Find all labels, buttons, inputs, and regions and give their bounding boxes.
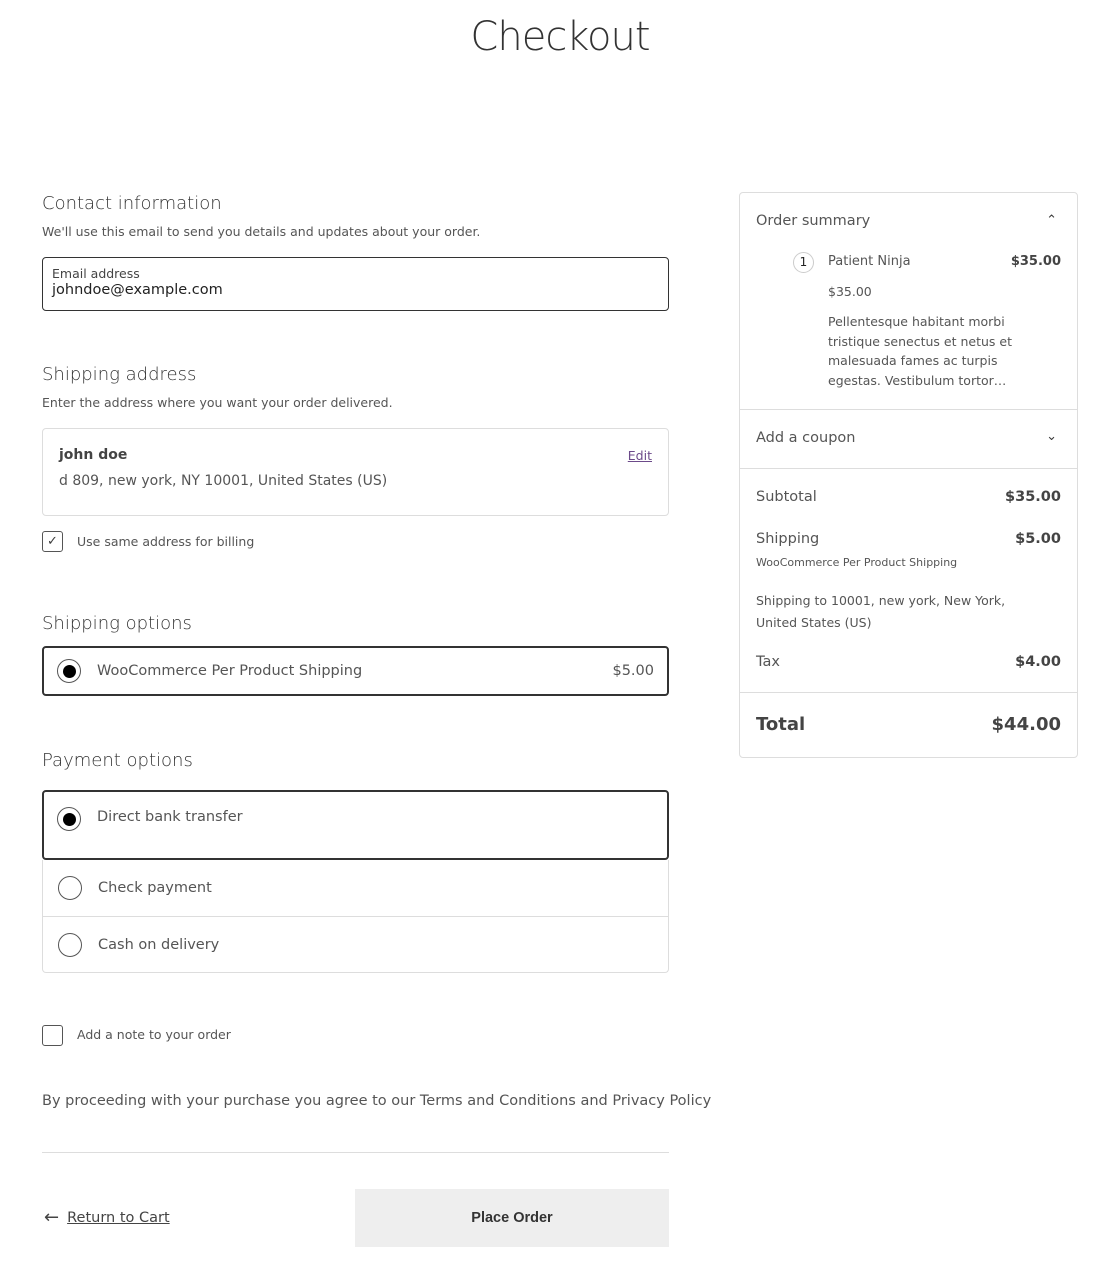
payment-radio[interactable] bbox=[57, 807, 81, 831]
shipping-radio[interactable] bbox=[57, 659, 81, 683]
terms-text: By proceeding with your purchase you agree to our Terms and Conditions and Privacy Policy bbox=[42, 1093, 712, 1109]
item-description: Pellentesque habitant morbi tristique senectus et netus et malesuada fames ac turpis egestas. Vestibulum tortor… bbox=[828, 314, 1012, 388]
item-quantity-badge: 1 bbox=[793, 252, 814, 273]
subtotal-value: $35.00 bbox=[1005, 489, 1061, 505]
shipping-value: $5.00 bbox=[1015, 531, 1061, 547]
item-total: $35.00 bbox=[1010, 254, 1061, 269]
shipping-option-price: $5.00 bbox=[612, 663, 654, 679]
order-note-label: Add a note to your order bbox=[77, 1027, 231, 1042]
order-summary bbox=[739, 192, 1078, 758]
tax-value: $4.00 bbox=[1015, 654, 1061, 670]
item-name: Patient Ninja bbox=[828, 254, 911, 269]
chevron-down-icon[interactable]: ⌄ bbox=[1046, 429, 1057, 444]
subtotal-label: Subtotal bbox=[756, 489, 817, 505]
payment-option-bank[interactable] bbox=[42, 790, 669, 860]
payment-option-label: Direct bank transfer bbox=[97, 809, 243, 825]
order-summary-title: Order summary bbox=[756, 213, 871, 229]
address-line: d 809, new york, NY 10001, United States (US) bbox=[59, 473, 388, 489]
total-value: $44.00 bbox=[991, 714, 1061, 735]
order-note-checkbox[interactable] bbox=[42, 1025, 63, 1046]
shipping-label: Shipping bbox=[756, 531, 820, 547]
payment-option-label: Cash on delivery bbox=[98, 936, 220, 953]
payment-option-cod[interactable] bbox=[42, 917, 669, 973]
shipping-options-title: Shipping options bbox=[42, 613, 192, 634]
arrow-left-icon: ← bbox=[44, 1207, 60, 1228]
return-label: Return to Cart bbox=[67, 1209, 170, 1226]
email-label: Email address bbox=[52, 266, 140, 281]
contact-title: Contact information bbox=[42, 193, 222, 214]
return-to-cart-link[interactable] bbox=[44, 1207, 170, 1228]
page-title: Checkout bbox=[470, 14, 650, 60]
payment-radio[interactable] bbox=[58, 933, 82, 957]
address-name: john doe bbox=[59, 447, 128, 463]
contact-desc: We'll use this email to send you details and updates about your order. bbox=[42, 224, 481, 239]
shipping-option-label: WooCommerce Per Product Shipping bbox=[97, 663, 363, 679]
payment-title: Payment options bbox=[42, 750, 193, 771]
edit-address-link[interactable]: Edit bbox=[627, 448, 652, 463]
payment-radio[interactable] bbox=[58, 876, 82, 900]
shipping-destination: Shipping to 10001, new york, New York, United States (US) bbox=[756, 593, 1006, 630]
check-icon: ✓ bbox=[47, 534, 58, 549]
shipping-address-desc: Enter the address where you want your order delivered. bbox=[42, 395, 393, 410]
address-card bbox=[42, 428, 669, 516]
item-price: $35.00 bbox=[828, 284, 872, 299]
shipping-address-title: Shipping address bbox=[42, 364, 197, 385]
billing-same-checkbox[interactable] bbox=[42, 531, 63, 552]
tax-label: Tax bbox=[756, 654, 780, 670]
email-field[interactable] bbox=[42, 257, 669, 311]
total-label: Total bbox=[756, 714, 806, 735]
add-coupon-toggle[interactable]: Add a coupon bbox=[756, 430, 856, 446]
billing-same-label: Use same address for billing bbox=[77, 534, 255, 549]
payment-option-label: Check payment bbox=[98, 880, 212, 896]
payment-option-check[interactable] bbox=[42, 860, 669, 917]
place-order-button[interactable]: Place Order bbox=[355, 1189, 669, 1247]
divider bbox=[42, 1152, 669, 1153]
email-value[interactable]: johndoe@example.com bbox=[52, 282, 223, 298]
shipping-method: WooCommerce Per Product Shipping bbox=[756, 556, 958, 569]
shipping-option[interactable] bbox=[42, 646, 669, 696]
chevron-up-icon[interactable]: ⌃ bbox=[1046, 213, 1057, 228]
